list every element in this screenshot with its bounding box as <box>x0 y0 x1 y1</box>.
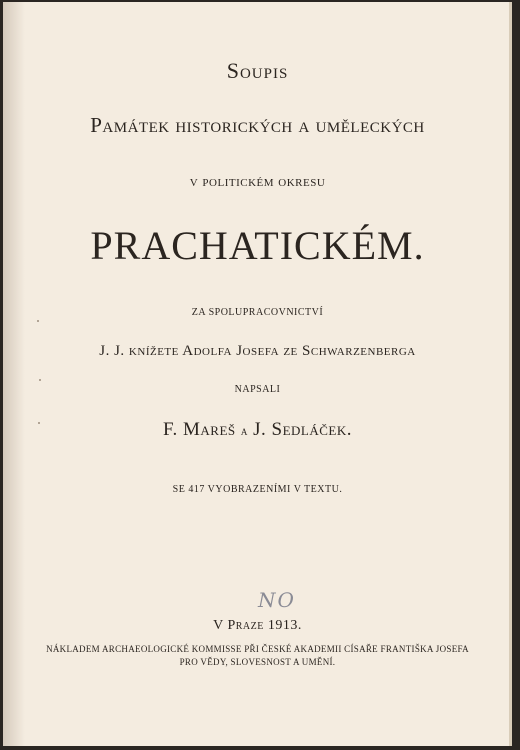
illustrations-note: SE 417 VYOBRAZENÍMI V TEXTU. <box>172 484 343 495</box>
title-page <box>3 2 512 746</box>
publisher-line-1: NÁKLADEM ARCHAEOLOGICKÉ KOMMISSE PŘI ČESKÉ AKADEMII CÍSAŘE FRANTIŠKA JOSEFA <box>46 644 469 654</box>
foxing-dot <box>38 422 40 424</box>
title-okres: v politickém okresu <box>189 174 326 190</box>
title-soupis: Soupis <box>226 58 289 83</box>
foxing-dot <box>39 379 41 381</box>
title-pamatek: Památek historických a uměleckých <box>90 113 425 137</box>
foxing-dot <box>37 320 39 322</box>
patron-name: J. J. knížete Adolfa Josefa ze Schwarzenberga <box>99 343 416 359</box>
author-mares: F. Mareš <box>162 419 236 440</box>
author-conjunction: a <box>240 423 248 438</box>
publisher-line-2: PRO VĚDY, SLOVESNOST A UMĚNÍ. <box>179 657 336 667</box>
author-label: NAPSALI <box>234 384 281 395</box>
author-sedlacek: J. Sedláček. <box>253 419 353 440</box>
handwritten-note: NO <box>258 588 296 612</box>
place-year: V Praze 1913. <box>213 618 302 633</box>
authors <box>3 419 512 441</box>
title-district: PRACHATICKÉM. <box>90 223 425 268</box>
collaboration-label: ZA SPOLUPRACOVNICTVÍ <box>191 307 324 318</box>
